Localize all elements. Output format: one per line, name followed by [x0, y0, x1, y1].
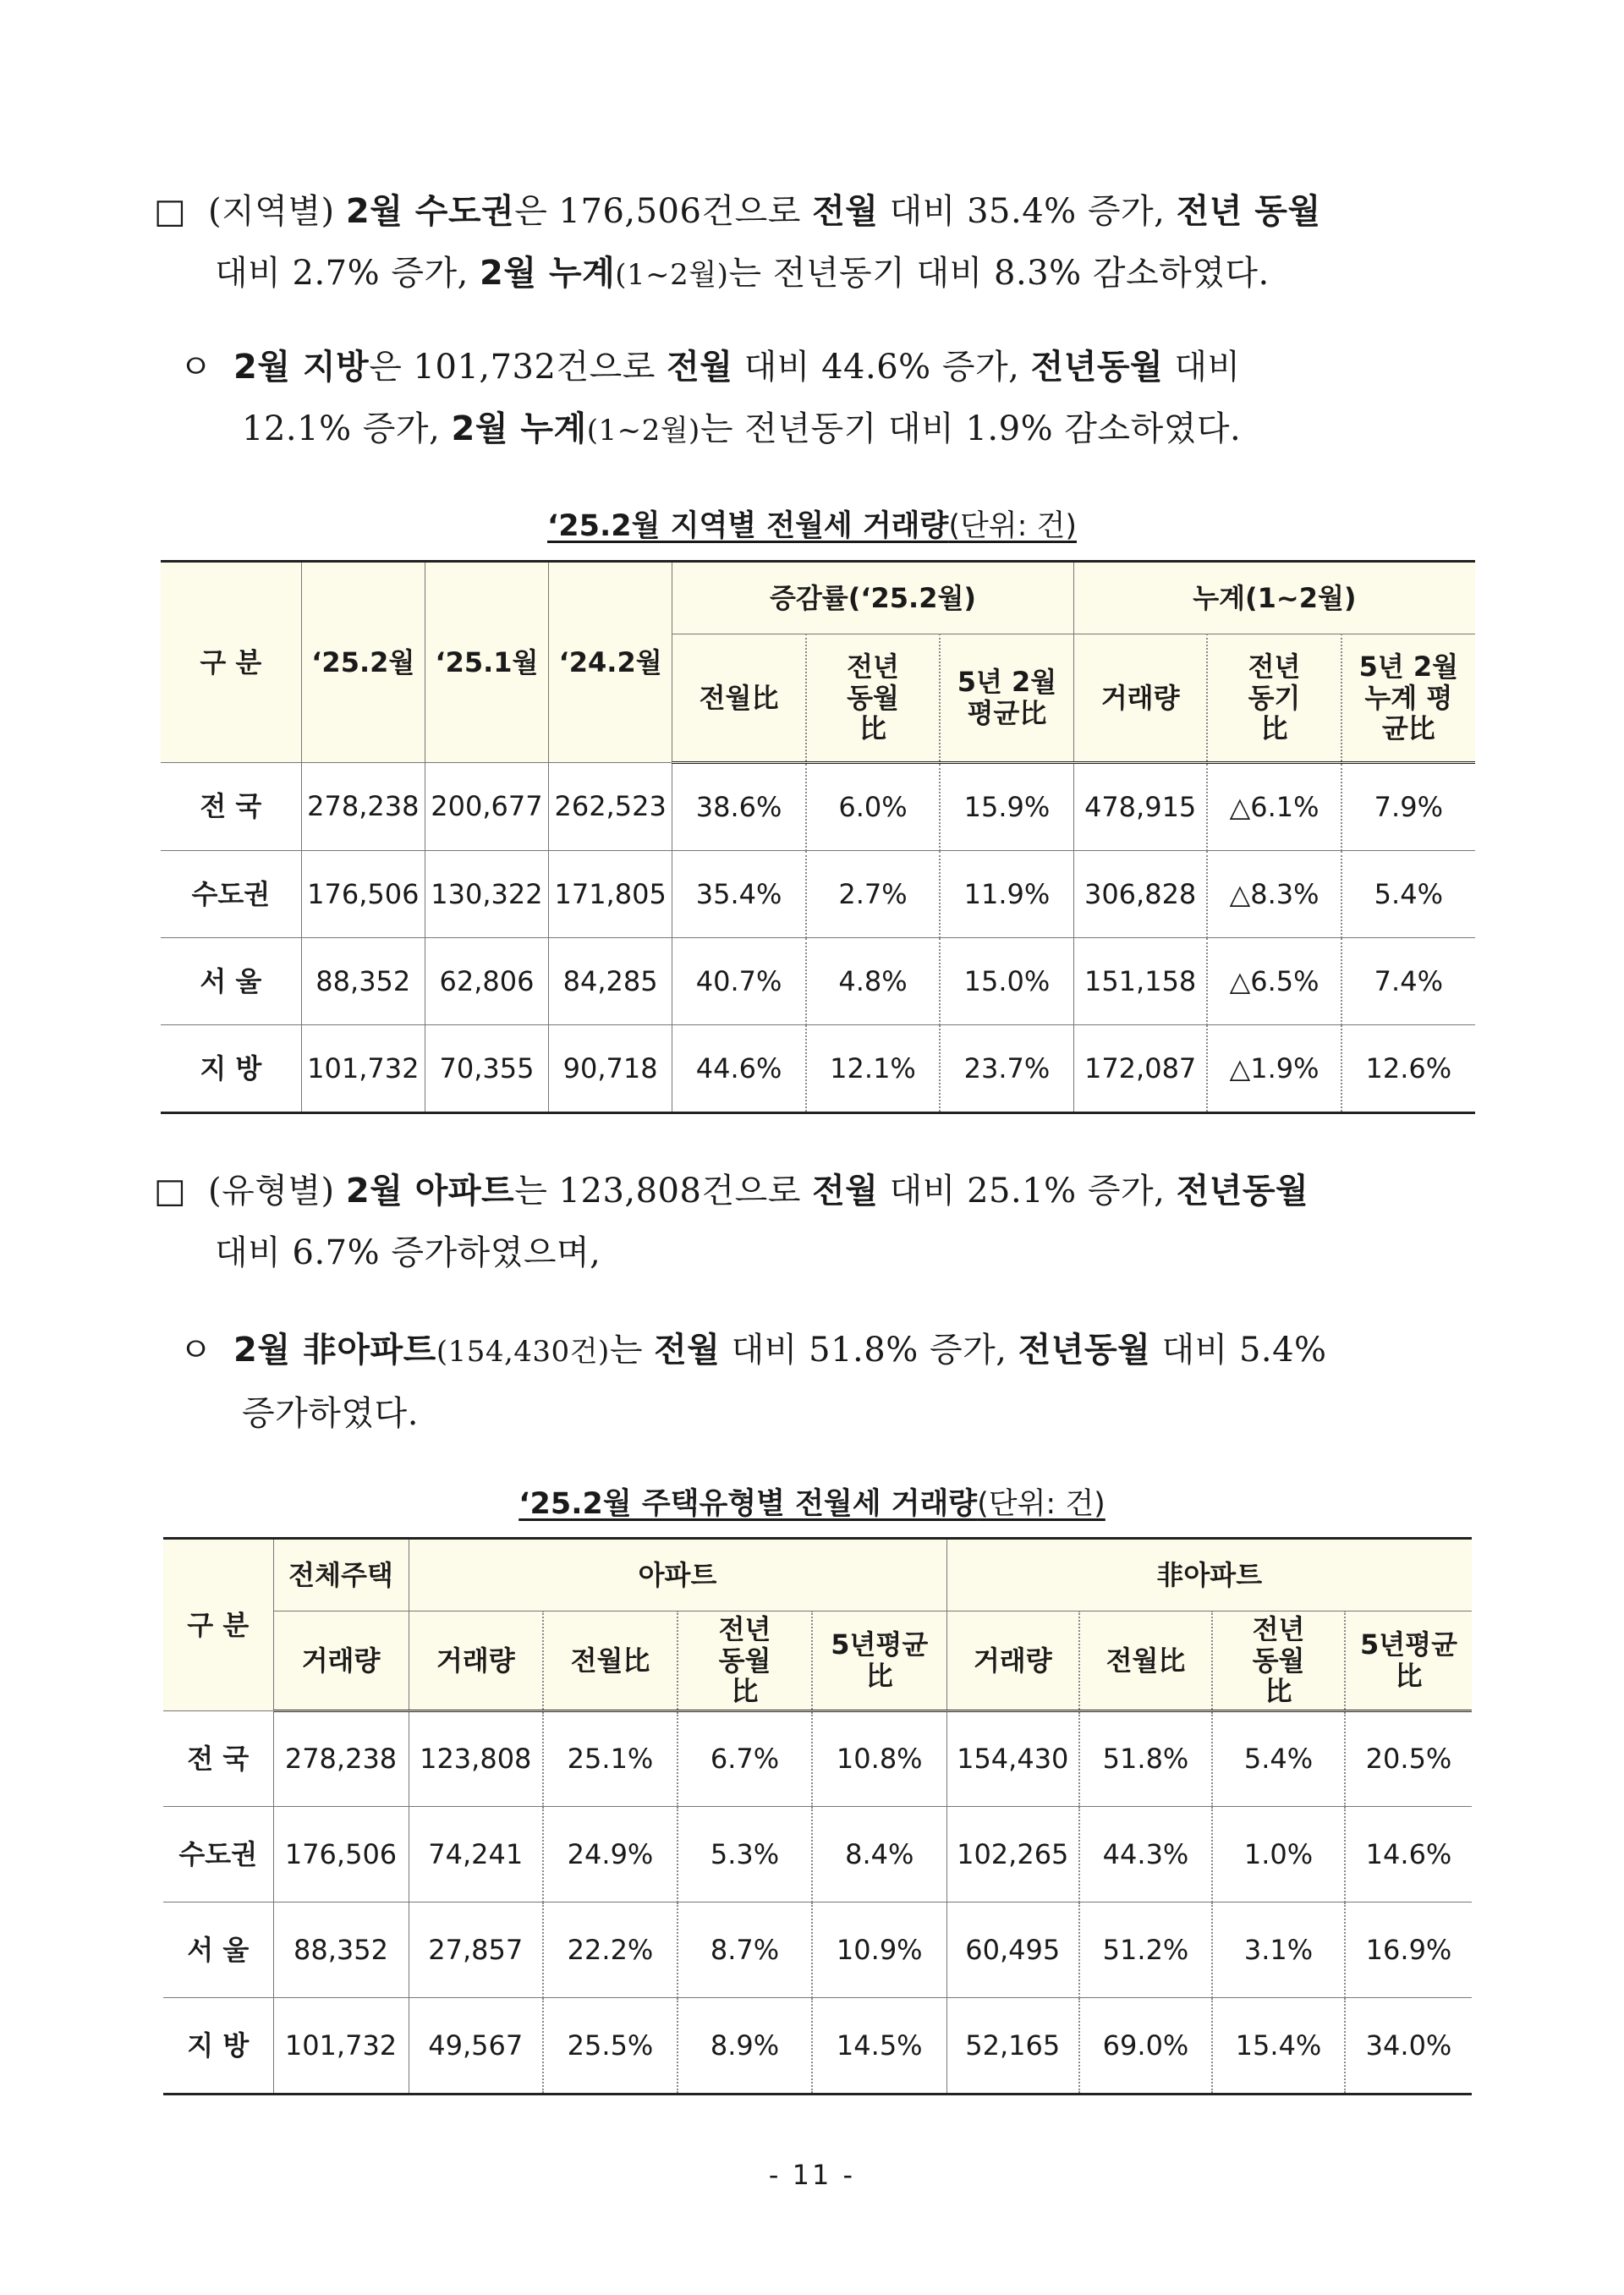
header-change-group: 증감률(‘25.2월)	[672, 562, 1074, 634]
section2-paragraph	[154, 1161, 1482, 1284]
cell: 11.9%	[940, 851, 1073, 938]
table-row	[163, 1807, 1472, 1902]
cell: 8.7%	[678, 1902, 812, 1998]
section2-sub-line2	[179, 1383, 1482, 1445]
table-row	[161, 851, 1475, 938]
table1-title: ‘25.2월 지역별 전월세 거래량	[547, 509, 949, 543]
cell: △8.3%	[1207, 851, 1341, 938]
section2-sub-paragraph	[179, 1320, 1482, 1445]
text-bold: 전년동월	[1176, 1172, 1309, 1211]
table2-caption	[0, 1480, 1624, 1523]
table-row	[161, 763, 1475, 851]
cell: 151,158	[1073, 938, 1207, 1025]
cell: 24.9%	[543, 1807, 678, 1902]
header-cumulative-group: 누계(1~2월)	[1073, 562, 1475, 634]
cell: 62,806	[425, 938, 548, 1025]
header-region: 구 분	[163, 1539, 273, 1711]
section1-paragraph	[154, 181, 1482, 306]
section1-sub-paragraph	[179, 337, 1482, 462]
cell: 90,718	[549, 1025, 672, 1113]
header-apt-5yr-avg: 5년평균 比	[812, 1611, 946, 1711]
text-bold: 2월 지방	[233, 348, 370, 387]
cell: 38.6%	[672, 763, 806, 851]
table-header-row	[161, 562, 1475, 634]
text-bold: 전년 동월	[1176, 192, 1321, 231]
text-bold: 2월 누계	[480, 254, 616, 293]
header-total-group: 전체주택	[273, 1539, 409, 1611]
cell: 60,495	[946, 1902, 1079, 1998]
cell: 171,805	[549, 851, 672, 938]
text-bold: 2월 非아파트	[233, 1331, 436, 1370]
text: (유형별)	[208, 1172, 346, 1211]
cell: 478,915	[1073, 763, 1207, 851]
cell: 5.4%	[1212, 1711, 1345, 1807]
text-small: (1~2월)	[615, 258, 729, 292]
header-cum-yoy: 전년 동기比	[1207, 634, 1341, 763]
text: 대비 44.6% 증가,	[732, 348, 1031, 387]
cell: 84,285	[549, 938, 672, 1025]
cell: 1.0%	[1212, 1807, 1345, 1902]
cell: 172,087	[1073, 1025, 1207, 1113]
cell: 16.9%	[1345, 1902, 1472, 1998]
checkbox-bullet-icon: □	[154, 1172, 187, 1211]
cell: 74,241	[409, 1807, 543, 1902]
cell: 40.7%	[672, 938, 806, 1025]
text: 은 101,732건으로	[369, 348, 667, 387]
text-bold: 2월 누계	[451, 409, 587, 448]
text: 대비 51.8% 증가,	[720, 1331, 1018, 1370]
cell: 102,265	[946, 1807, 1079, 1902]
header-apt-volume: 거래량	[409, 1611, 543, 1711]
cell: 88,352	[273, 1902, 409, 1998]
cell: 10.8%	[812, 1711, 946, 1807]
header-cum-volume: 거래량	[1073, 634, 1207, 763]
table1-caption-inner	[547, 509, 1077, 543]
cell: 7.9%	[1341, 763, 1475, 851]
header-mom: 전월比	[672, 634, 806, 763]
cell: 5.4%	[1341, 851, 1475, 938]
cell: 8.4%	[812, 1807, 946, 1902]
cell: 52,165	[946, 1998, 1079, 2095]
cell: 14.5%	[812, 1998, 946, 2095]
text: 대비	[1163, 348, 1241, 387]
cell: 154,430	[946, 1711, 1079, 1807]
cell: 51.8%	[1079, 1711, 1212, 1807]
cell: 8.9%	[678, 1998, 812, 2095]
table2-title: ‘25.2월 주택유형별 전월세 거래량	[518, 1487, 978, 1521]
cell: 278,238	[273, 1711, 409, 1807]
cell: 7.4%	[1341, 938, 1475, 1025]
text: 는	[609, 1331, 655, 1370]
text-bold: 2월 수도권	[345, 192, 515, 231]
cell: 200,677	[425, 763, 548, 851]
cell: 51.2%	[1079, 1902, 1212, 1998]
text: 는 123,808건으로	[514, 1172, 813, 1211]
page-number: - 11 -	[768, 2159, 856, 2191]
table-row	[163, 1711, 1472, 1807]
cell: 70,355	[425, 1025, 548, 1113]
text: 12.1% 증가,	[242, 409, 452, 448]
header-nonapt-5yr-avg: 5년평균 比	[1345, 1611, 1472, 1711]
cell: 6.7%	[678, 1711, 812, 1807]
table-row	[161, 1025, 1475, 1113]
text: (지역별)	[208, 192, 346, 231]
header-apt-mom: 전월比	[543, 1611, 678, 1711]
text: 대비 6.7% 증가하였으며,	[215, 1233, 601, 1272]
cell: 27,857	[409, 1902, 543, 1998]
header-nonapt-volume: 거래량	[946, 1611, 1079, 1711]
cell: 2.7%	[806, 851, 940, 938]
cell-region: 전 국	[163, 1711, 273, 1807]
cell: 35.4%	[672, 851, 806, 938]
cell-region: 수도권	[163, 1807, 273, 1902]
header-nonapt-mom: 전월比	[1079, 1611, 1212, 1711]
text: 증가하였다.	[242, 1394, 419, 1433]
section1-line2	[154, 243, 1482, 306]
cell: 34.0%	[1345, 1998, 1472, 2095]
header-total-volume: 거래량	[273, 1611, 409, 1711]
section1-line1	[154, 181, 1482, 243]
cell-region: 지 방	[161, 1025, 301, 1113]
cell: 15.9%	[940, 763, 1073, 851]
text-small: (154,430건)	[436, 1335, 610, 1369]
cell: 25.1%	[543, 1711, 678, 1807]
text-bold: 전월	[654, 1331, 721, 1370]
cell: 306,828	[1073, 851, 1207, 938]
text: 은 176,506건으로	[514, 192, 813, 231]
cell: 14.6%	[1345, 1807, 1472, 1902]
header-month: ‘25.2월	[301, 562, 425, 763]
cell: 12.6%	[1341, 1025, 1475, 1113]
header-region: 구 분	[161, 562, 301, 763]
cell: △6.5%	[1207, 938, 1341, 1025]
header-yoy: 전년 동월比	[806, 634, 940, 763]
cell: 69.0%	[1079, 1998, 1212, 2095]
table-row	[161, 938, 1475, 1025]
section2-sub-line1	[179, 1320, 1482, 1383]
cell-region: 서 울	[163, 1902, 273, 1998]
header-nonapt-yoy: 전년 동월比	[1212, 1611, 1345, 1711]
text-bold: 전월	[812, 1172, 879, 1211]
cell: 20.5%	[1345, 1711, 1472, 1807]
table2-caption-inner	[518, 1487, 1106, 1521]
header-5yr-avg: 5년 2월 평균比	[940, 634, 1073, 763]
cell: 262,523	[549, 763, 672, 851]
table1-unit: (단위: 건)	[948, 509, 1077, 543]
cell: 25.5%	[543, 1998, 678, 2095]
text: 는 전년동기 대비 1.9% 감소하였다.	[700, 409, 1242, 448]
cell: 22.2%	[543, 1902, 678, 1998]
cell: △6.1%	[1207, 763, 1341, 851]
cell: 44.6%	[672, 1025, 806, 1113]
header-apt-yoy: 전년 동월比	[678, 1611, 812, 1711]
text: 대비 35.4% 증가,	[878, 192, 1177, 231]
cell: 4.8%	[806, 938, 940, 1025]
cell: 176,506	[301, 851, 425, 938]
cell-region: 전 국	[161, 763, 301, 851]
circle-bullet-icon: ㅇ	[179, 348, 213, 387]
text-bold: 전년동월	[1030, 348, 1164, 387]
table2-unit: (단위: 건)	[977, 1487, 1106, 1521]
circle-bullet-icon: ㅇ	[179, 1331, 213, 1370]
cell-region: 서 울	[161, 938, 301, 1025]
text-bold: 전년동월	[1018, 1331, 1151, 1370]
housing-type-rent-table	[163, 1537, 1472, 2095]
cell: 10.9%	[812, 1902, 946, 1998]
cell: 44.3%	[1079, 1807, 1212, 1902]
header-month: ‘25.1월	[425, 562, 548, 763]
text: 대비 2.7% 증가,	[215, 254, 480, 293]
cell: 5.3%	[678, 1807, 812, 1902]
cell-region: 수도권	[161, 851, 301, 938]
checkbox-bullet-icon: □	[154, 192, 187, 231]
table-header-row	[163, 1611, 1472, 1711]
cell: 88,352	[301, 938, 425, 1025]
cell: 123,808	[409, 1711, 543, 1807]
text-bold: 전월	[812, 192, 879, 231]
table-header-row	[163, 1539, 1472, 1611]
regional-rent-table	[161, 560, 1475, 1114]
table1-caption	[0, 502, 1624, 545]
header-month: ‘24.2월	[549, 562, 672, 763]
cell: 15.4%	[1212, 1998, 1345, 2095]
cell: 6.0%	[806, 763, 940, 851]
cell: 3.1%	[1212, 1902, 1345, 1998]
cell: 49,567	[409, 1998, 543, 2095]
cell: 101,732	[301, 1025, 425, 1113]
cell: 176,506	[273, 1807, 409, 1902]
text-bold: 전월	[667, 348, 733, 387]
header-apartment-group: 아파트	[409, 1539, 946, 1611]
cell: 12.1%	[806, 1025, 940, 1113]
section2-line1	[154, 1161, 1482, 1222]
table-row	[163, 1902, 1472, 1998]
header-non-apartment-group: 非아파트	[946, 1539, 1472, 1611]
cell: 101,732	[273, 1998, 409, 2095]
section2-line2	[154, 1222, 1482, 1284]
cell: 15.0%	[940, 938, 1073, 1025]
header-cum-5yr-avg: 5년 2월누계 평균比	[1341, 634, 1475, 763]
section1-sub-line1	[179, 337, 1482, 398]
text-small: (1~2월)	[586, 414, 700, 447]
cell: 23.7%	[940, 1025, 1073, 1113]
cell: 278,238	[301, 763, 425, 851]
cell-region: 지 방	[163, 1998, 273, 2095]
cell: 130,322	[425, 851, 548, 938]
text: 는 전년동기 대비 8.3% 감소하였다.	[728, 254, 1270, 293]
table-row	[163, 1998, 1472, 2095]
section1-sub-line2	[179, 398, 1482, 462]
text: 대비 25.1% 증가,	[878, 1172, 1177, 1211]
text: 대비 5.4%	[1150, 1331, 1327, 1370]
text-bold: 2월 아파트	[345, 1172, 515, 1211]
cell: △1.9%	[1207, 1025, 1341, 1113]
